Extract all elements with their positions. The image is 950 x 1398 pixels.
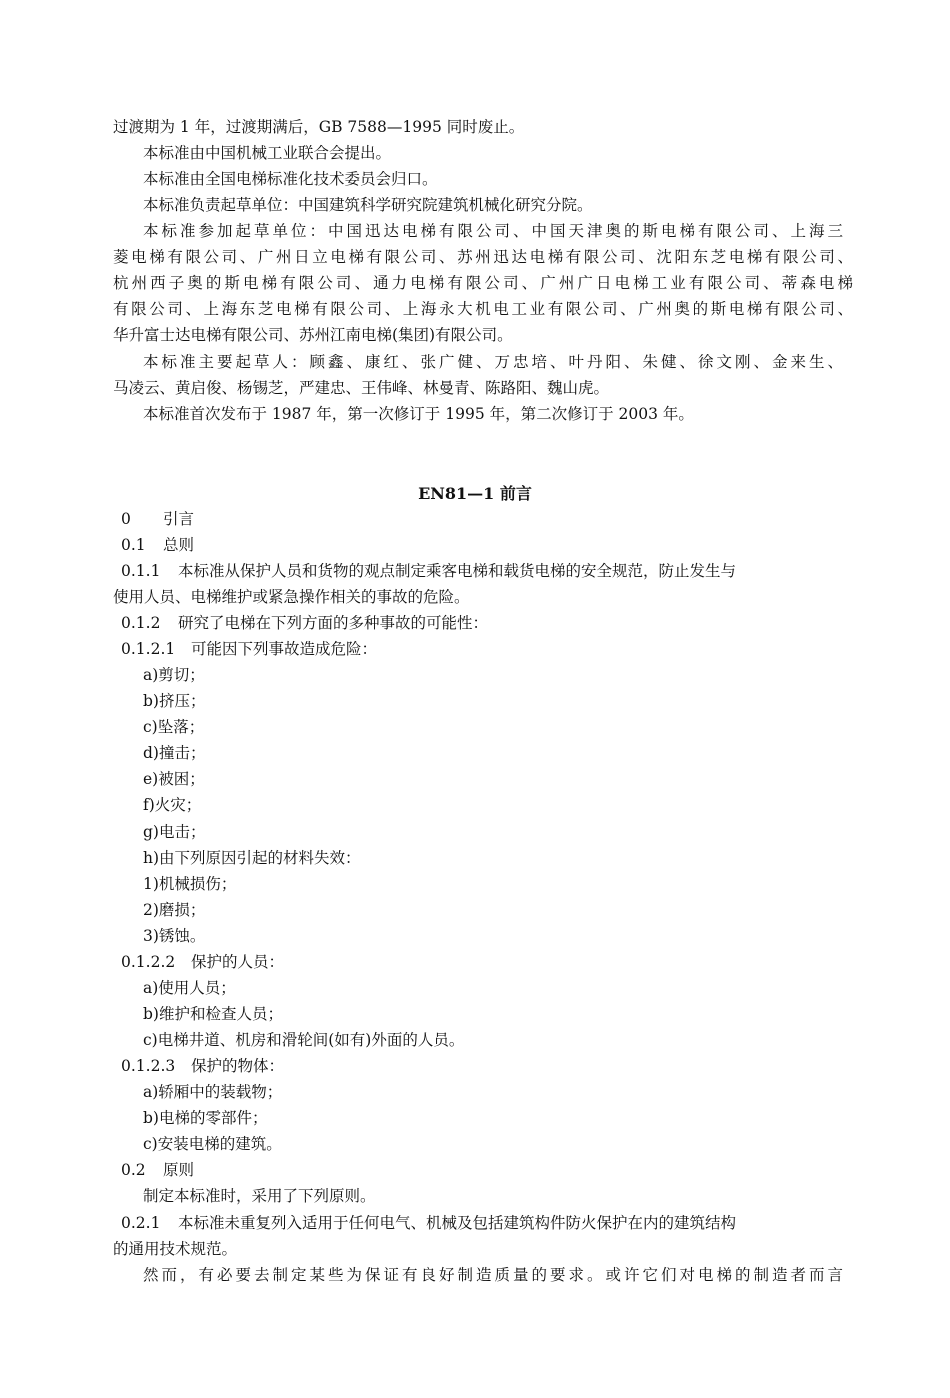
hazard-item: e)被困； <box>143 770 205 788</box>
front-line-4: 本标准负责起草单位：中国建筑科学研究院建筑机械化研究分院。 <box>143 196 593 214</box>
front-line-10: 本标准主要起草人：顾鑫、康红、张广健、万忠培、叶丹阳、朱健、徐文刚、金来生、 <box>143 353 843 371</box>
object-item: c)安装电梯的建筑。 <box>143 1135 282 1153</box>
clause-number: 0.1.2.2 <box>121 953 176 971</box>
heading-number: 0 <box>121 510 131 528</box>
heading-text: 引言 <box>163 510 195 528</box>
front-line-6: 菱电梯有限公司、广州日立电梯有限公司、苏州迅达电梯有限公司、沈阳东芝电梯有限公司、 <box>113 248 853 266</box>
front-line-12: 本标准首次发布于 1987 年，第一次修订于 1995 年，第二次修订于 2003 年。 <box>143 405 694 423</box>
clause-text: 保护的人员： <box>191 953 285 971</box>
clause-number: 0.1.2.1 <box>121 640 176 658</box>
heading-0 <box>121 509 861 529</box>
object-item: b)电梯的零部件； <box>143 1109 268 1127</box>
front-line-1: 过渡期为 1 年，过渡期满后，GB 7588—1995 同时废止。 <box>113 118 525 136</box>
clause-0-1-2-3 <box>121 1056 861 1076</box>
clause-text: 可能因下列事故造成危险： <box>191 640 378 658</box>
last-paragraph-line: 然而，有必要去制定某些为保证有良好制造质量的要求。或许它们对电梯的制造者而言 <box>143 1266 843 1284</box>
front-line-5: 本标准参加起草单位：中国迅达电梯有限公司、中国天津奥的斯电梯有限公司、上海三 <box>143 222 843 240</box>
heading-0-1 <box>121 535 861 555</box>
front-line-9: 华升富士达电梯有限公司、苏州江南电梯(集团)有限公司。 <box>113 326 513 344</box>
clause-0-2-1 <box>121 1213 861 1233</box>
person-item: c)电梯井道、机房和滑轮间(如有)外面的人员。 <box>143 1031 465 1049</box>
clause-text: 研究了电梯在下列方面的多种事故的可能性： <box>178 614 489 632</box>
clause-number: 0.1.1 <box>121 562 161 580</box>
heading-0-2 <box>121 1160 861 1180</box>
person-item: a)使用人员； <box>143 979 236 997</box>
heading-text: 原则 <box>163 1161 195 1179</box>
hazard-item: h)由下列原因引起的材料失效： <box>143 849 361 867</box>
person-item: b)维护和检查人员； <box>143 1005 283 1023</box>
hazard-item: g)电击； <box>143 823 206 841</box>
front-line-8: 有限公司、上海东芝电梯有限公司、上海永大机电工业有限公司、广州奥的斯电梯有限公司、 <box>113 300 853 318</box>
clause-0-1-2-2 <box>121 952 861 972</box>
clause-0-1-1-cont: 使用人员、电梯维护或紧急操作相关的事故的危险。 <box>113 588 470 606</box>
clause-text: 保护的物体： <box>191 1057 285 1075</box>
clause-0-1-2-1 <box>121 639 861 659</box>
hazard-item: a)剪切； <box>143 666 205 684</box>
clause-text: 本标准从保护人员和货物的观点制定乘客电梯和载货电梯的安全规范，防止发生与 <box>178 562 737 580</box>
clause-number: 0.1.2.3 <box>121 1057 176 1075</box>
front-line-3: 本标准由全国电梯标准化技术委员会归口。 <box>143 170 438 188</box>
clause-text: 本标准未重复列入适用于任何电气、机械及包括建筑构件防火保护在内的建筑结构 <box>178 1214 737 1232</box>
clause-number: 0.2.1 <box>121 1214 161 1232</box>
front-line-11: 马凌云、黄启俊、杨锡芝，严建忠、王伟峰、林曼青、陈路阳、魏山虎。 <box>113 379 610 397</box>
heading-number: 0.2 <box>121 1161 146 1179</box>
object-item: a)轿厢中的装载物； <box>143 1083 283 1101</box>
clause-number: 0.1.2 <box>121 614 161 632</box>
hazard-item: f)火灾； <box>143 796 202 814</box>
hazard-item: b)挤压； <box>143 692 206 710</box>
heading-text: 总则 <box>163 536 195 554</box>
hazard-subitem: 1)机械损伤； <box>143 875 237 893</box>
clause-0-1-1 <box>121 561 861 581</box>
clause-0-2-1-cont: 的通用技术规范。 <box>113 1240 238 1258</box>
section-title: EN81—1 前言 <box>418 484 532 503</box>
front-line-7: 杭州西子奥的斯电梯有限公司、通力电梯有限公司、广州广日电梯工业有限公司、蒂森电梯 <box>113 274 853 292</box>
clause-0-1-2 <box>121 613 861 633</box>
hazard-subitem: 2)磨损； <box>143 901 206 919</box>
hazard-subitem: 3)锈蚀。 <box>143 927 206 945</box>
hazard-item: c)坠落； <box>143 718 205 736</box>
principle-intro: 制定本标准时，采用了下列原则。 <box>143 1187 376 1205</box>
front-line-2: 本标准由中国机械工业联合会提出。 <box>143 144 392 162</box>
heading-number: 0.1 <box>121 536 146 554</box>
hazard-item: d)撞击； <box>143 744 206 762</box>
